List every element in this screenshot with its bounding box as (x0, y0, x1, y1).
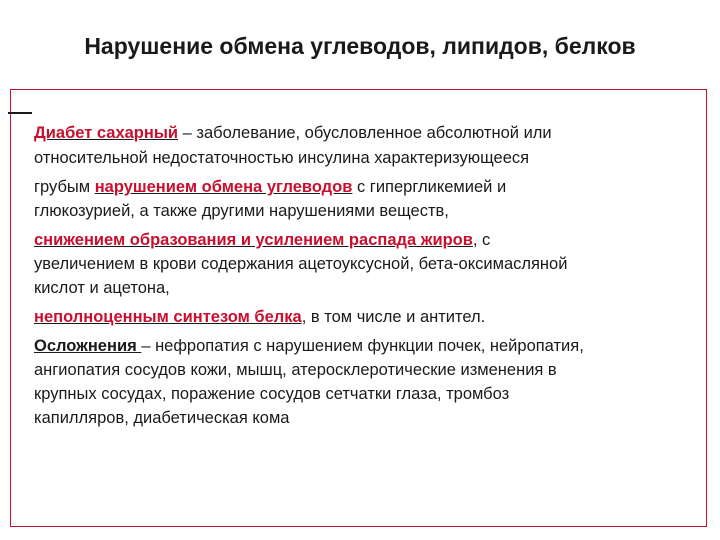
line5-after: , с (472, 231, 491, 249)
slide-title: Нарушение обмена углеводов, липидов, белков (84, 33, 636, 59)
line3-after: с гипергликемией и (352, 178, 507, 196)
text-line-4: глюкозурией, а также другими нарушениями веществ, (34, 202, 449, 220)
text-line-12: капилляров, диабетическая кома (34, 409, 290, 427)
text-line-9 (34, 335, 584, 357)
text-line-3 (34, 176, 506, 198)
text-line-11: крупных сосудах, поражение сосудов сетчатки глаза, тромбоз (34, 385, 510, 403)
text-line-2: относительной недостаточностью инсулина характеризующееся (34, 149, 530, 167)
term-carbohydrate-metabolism: нарушением обмена углеводов (94, 178, 353, 196)
term-protein-synthesis: неполноценным синтезом белка (34, 308, 302, 326)
term-complications: Осложнения (34, 337, 142, 355)
line1-rest: – заболевание, обусловленное абсолютной или (178, 124, 552, 142)
line3-before: грубым (34, 178, 95, 196)
text-line-8 (34, 306, 485, 328)
text-line-7: кислот и ацетона, (34, 279, 170, 297)
term-fat-metabolism: снижением образования и усилением распада жиров (34, 231, 473, 249)
line9-after: – нефропатия с нарушением функции почек, нейропатия, (141, 337, 584, 355)
text-line-6: увеличением в крови содержания ацетоуксусной, бета-оксимасляной (34, 255, 568, 273)
text-line-10: ангиопатия сосудов кожи, мышц, атеросклеротические изменения в (34, 361, 557, 379)
text-line-5 (34, 229, 490, 251)
text-line-1 (34, 122, 552, 144)
term-diabetes: Диабет сахарный (34, 124, 179, 142)
bullet-dash (8, 112, 32, 114)
line8-after: , в том числе и антител. (301, 308, 486, 326)
